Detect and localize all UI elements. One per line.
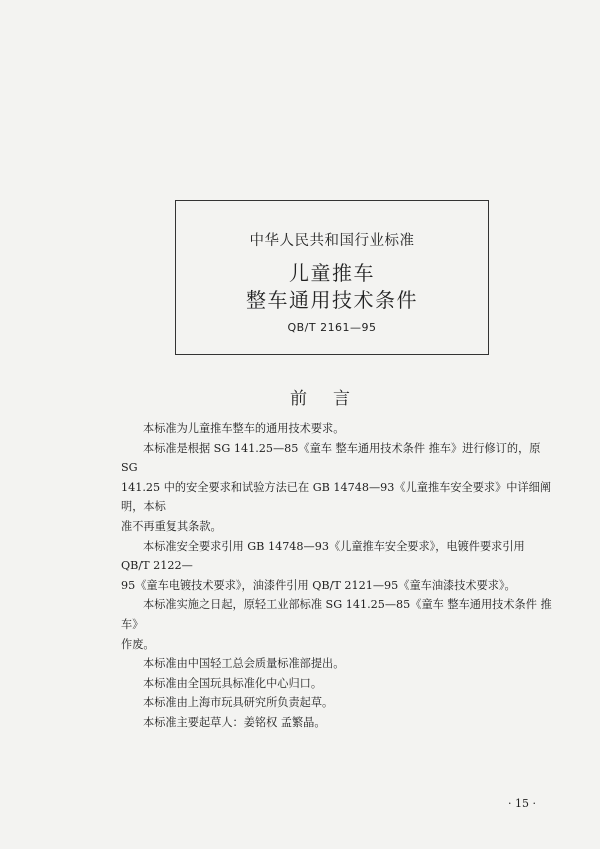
foreword-line: 准不再重复其条款。	[121, 519, 222, 533]
foreword-line: 本标准由全国玩具标准化中心归口。	[143, 676, 323, 690]
foreword-line: 本标准为儿童推车整车的通用技术要求。	[143, 422, 345, 435]
foreword-body	[121, 419, 553, 733]
foreword-line: 本标准主要起草人：姜铭权 孟繁晶。	[143, 715, 326, 729]
document-title-line-1: 儿童推车	[289, 261, 375, 285]
foreword-line: 作废。	[121, 637, 155, 651]
standard-code: QB/T 2161—95	[287, 321, 377, 334]
foreword-line: 本标准安全要求引用 GB 14748—93《儿童推车安全要求》，电镀件要求引用 QB/T 2122—	[121, 539, 525, 573]
standard-title-box	[175, 200, 489, 355]
foreword-line: 本标准是根据 SG 141.25—85《童车 整车通用技术条件 推车》进行修订的，原 SG	[121, 441, 541, 475]
document-title-line-2: 整车通用技术条件	[246, 288, 418, 312]
foreword-line: 本标准由中国轻工总会质量标准部提出。	[143, 657, 345, 671]
page-number: · 15 ·	[508, 797, 536, 810]
foreword-line: 95《童车电镀技术要求》，油漆件引用 QB/T 2121—95《童车油漆技术要求》。	[121, 578, 516, 592]
foreword-line: 141.25 中的安全要求和试验方法已在 GB 14748—93《儿童推车安全要求》中详细阐明，本标	[121, 480, 552, 514]
standard-organization: 中华人民共和国行业标准	[249, 233, 415, 249]
foreword-line: 本标准由上海市玩具研究所负责起草。	[143, 696, 334, 710]
foreword-line: 本标准实施之日起，原轻工业部标准 SG 141.25—85《童车 整车通用技术条件 推车》	[121, 598, 552, 631]
foreword-heading: 前言	[290, 389, 376, 409]
